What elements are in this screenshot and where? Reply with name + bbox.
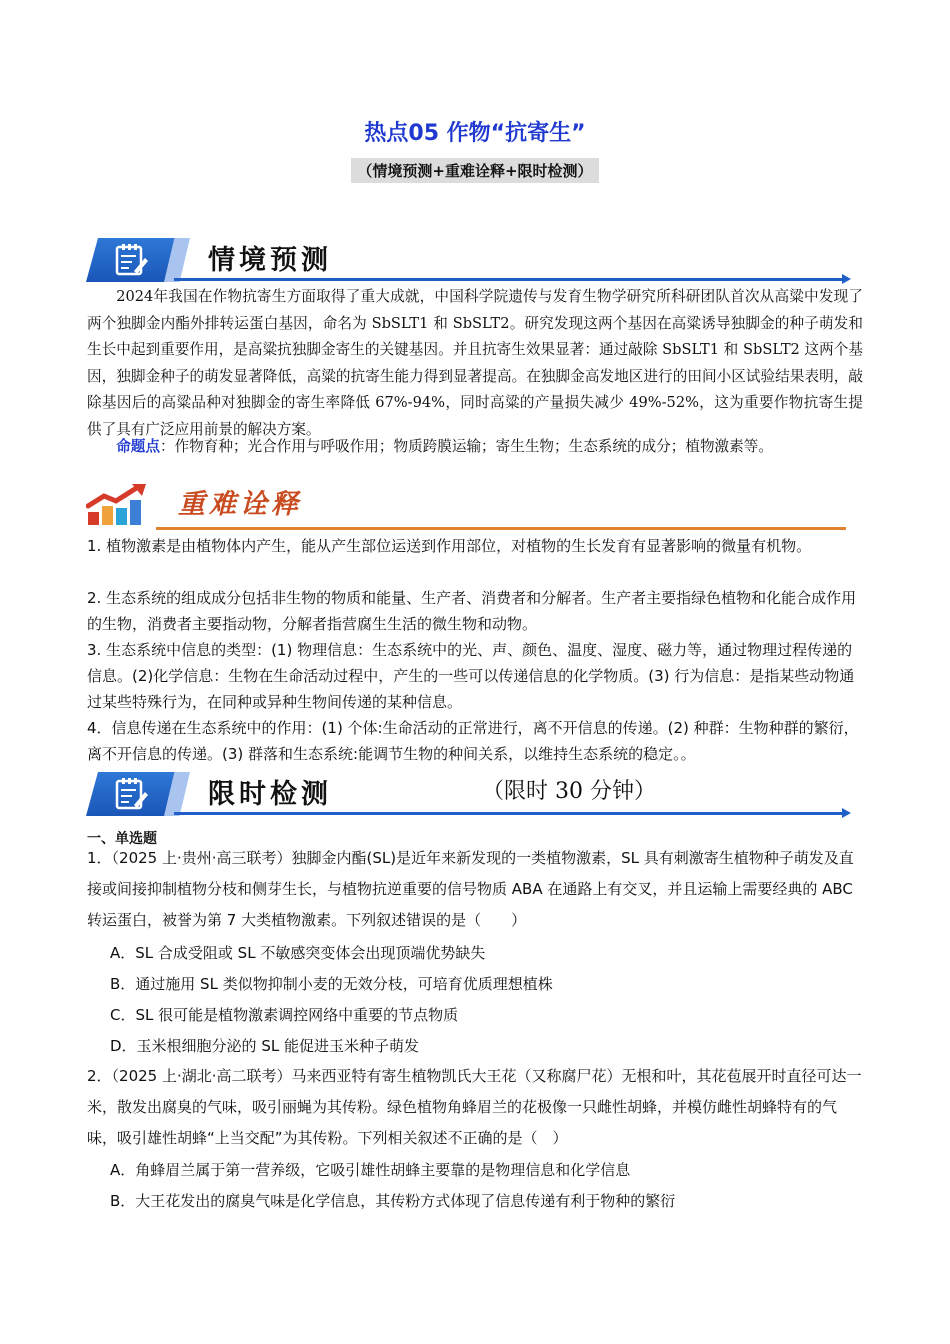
arrow-right-icon [842, 808, 851, 818]
banner-underline [174, 278, 844, 281]
key-point-4: 4．信息传递在生态系统中的作用：(1) 个体:生命活动的正常进行，离不开信息的传递。(2) 种群：生物种群的繁衍，离不开信息的传递。(3) 群落和生态系统:能调节生物的种间关系，以维持生态系统的稳定。。 [87, 719, 859, 763]
arrow-right-icon [842, 274, 851, 284]
question-1-stem: 1．（2025 上·贵州·高三联考）独脚金内酯(SL)是近年来新发现的一类植物激素，SL 具有刺激寄生植物种子萌发及直接或间接抑制植物分枝和侧芽生长，与植物抗逆重要的信号物质 ABA 在通路上有交叉，并且运输上需要经典的 ABC 转运蛋白，被誉为第 7 大类植物激素。下列叙述错误的是（ ） [87, 849, 854, 929]
key-point-3: 3. 生态系统中信息的类型：(1) 物理信息：生态系统中的光、声、颜色、温度、湿度、磁力等，通过物理过程传递的信息。(2)化学信息：生物在生命活动过程中，产生的一些可以传递信息的化学物质。(3) 行为信息：是指某些动物通过某些特殊行为，在同种或异种生物间传递的某种信息。 [87, 641, 855, 711]
question-2-option-a: A．角蜂眉兰属于第一营养级，它吸引雄性胡蜂主要靠的是物理信息和化学信息 [110, 1161, 631, 1179]
question-1-option-c: C．SL 很可能是植物激素调控网络中重要的节点物质 [110, 1006, 459, 1024]
question-category: 一、单选题 [87, 831, 157, 847]
topic-text: ：作物育种；光合作用与呼吸作用；物质跨膜运输；寄生生物；生态系统的成分；植物激素等。 [159, 438, 773, 455]
notepad-icon [112, 776, 150, 812]
banner-underline-orange [156, 527, 846, 530]
topic-line [87, 434, 863, 461]
bar-chart-growth-icon [86, 482, 152, 528]
page-subtitle: （情境预测+重难诠释+限时检测） [351, 158, 598, 183]
topic-label: 命题点 [116, 438, 160, 455]
notepad-icon [112, 242, 150, 278]
question-1-option-b: B．通过施用 SL 类似物抑制小麦的无效分枝，可培育优质理想植株 [110, 975, 553, 993]
question-2-option-b: B．大王花发出的腐臭气味是化学信息，其传粉方式体现了信息传递有利于物种的繁衍 [110, 1192, 676, 1210]
banner-underline [174, 812, 844, 815]
section-heading-scenario: 情境预测 [208, 245, 332, 276]
section-heading-key-points: 重难诠释 [178, 489, 302, 520]
section-banner-key-points [86, 482, 856, 532]
section-banner-test [86, 772, 856, 822]
key-point-2: 2. 生态系统的组成成分包括非生物的物质和能量、生产者、消费者和分解者。生产者主要指绿色植物和化能合成作用的生物，消费者主要指动物，分解者指营腐生生活的微生物和动物。 [87, 589, 857, 633]
key-point-1: 1. 植物激素是由植物体内产生，能从产生部位运送到作用部位，对植物的生长发育有显著影响的微量有机物。 [87, 537, 812, 555]
scenario-paragraph: 2024年我国在作物抗寄生方面取得了重大成就，中国科学院遗传与发育生物学研究所科研团队首次从高粱中发现了两个独脚金内酯外排转运蛋白基因，命名为 SbSLT1 和 SbSLT2。研究发现这两个基因在高粱诱导独脚金的种子萌发和生长中起到重要作用，是高粱抗独脚金寄生的关键基因。并且抗寄生效果显著：通过敲除 SbSLT1 和 SbSLT2 这两个基因，独脚金种子的萌发显著降低，高粱的抗寄生能力得到显著提高。在独脚金高发地区进行的田间小区试验结果表明，敲除基因后的高粱品种对独脚金的寄生率降低 67%-94%，同时高粱的产量损失减少 49%-52%，这为重要作物抗寄生提供了具有广泛应用前景的解决方案。 [87, 288, 863, 438]
question-2-stem: 2．（2025 上·湖北·高二联考）马来西亚特有寄生植物凯氏大王花（又称腐尸花）无根和叶，其花苞展开时直径可达一米，散发出腐臭的气味，吸引丽蝇为其传粉。绿色植物角蜂眉兰的花极像一只雌性胡蜂，并模仿雌性胡蜂特有的气味，吸引雄性胡蜂“上当交配”为其传粉。下列相关叙述不正确的是（ ） [87, 1067, 862, 1147]
section-banner-scenario [86, 238, 856, 288]
question-1-option-d: D．玉米根细胞分泌的 SL 能促进玉米种子萌发 [110, 1037, 419, 1055]
time-limit: （限时 30 分钟） [482, 779, 656, 804]
page-subtitle-wrap [0, 158, 950, 183]
page-title: 热点05 作物“抗寄生” [364, 121, 586, 146]
question-1-option-a: A．SL 合成受阻或 SL 不敏感突变体会出现顶端优势缺失 [110, 944, 486, 962]
section-heading-test: 限时检测 [208, 779, 332, 810]
